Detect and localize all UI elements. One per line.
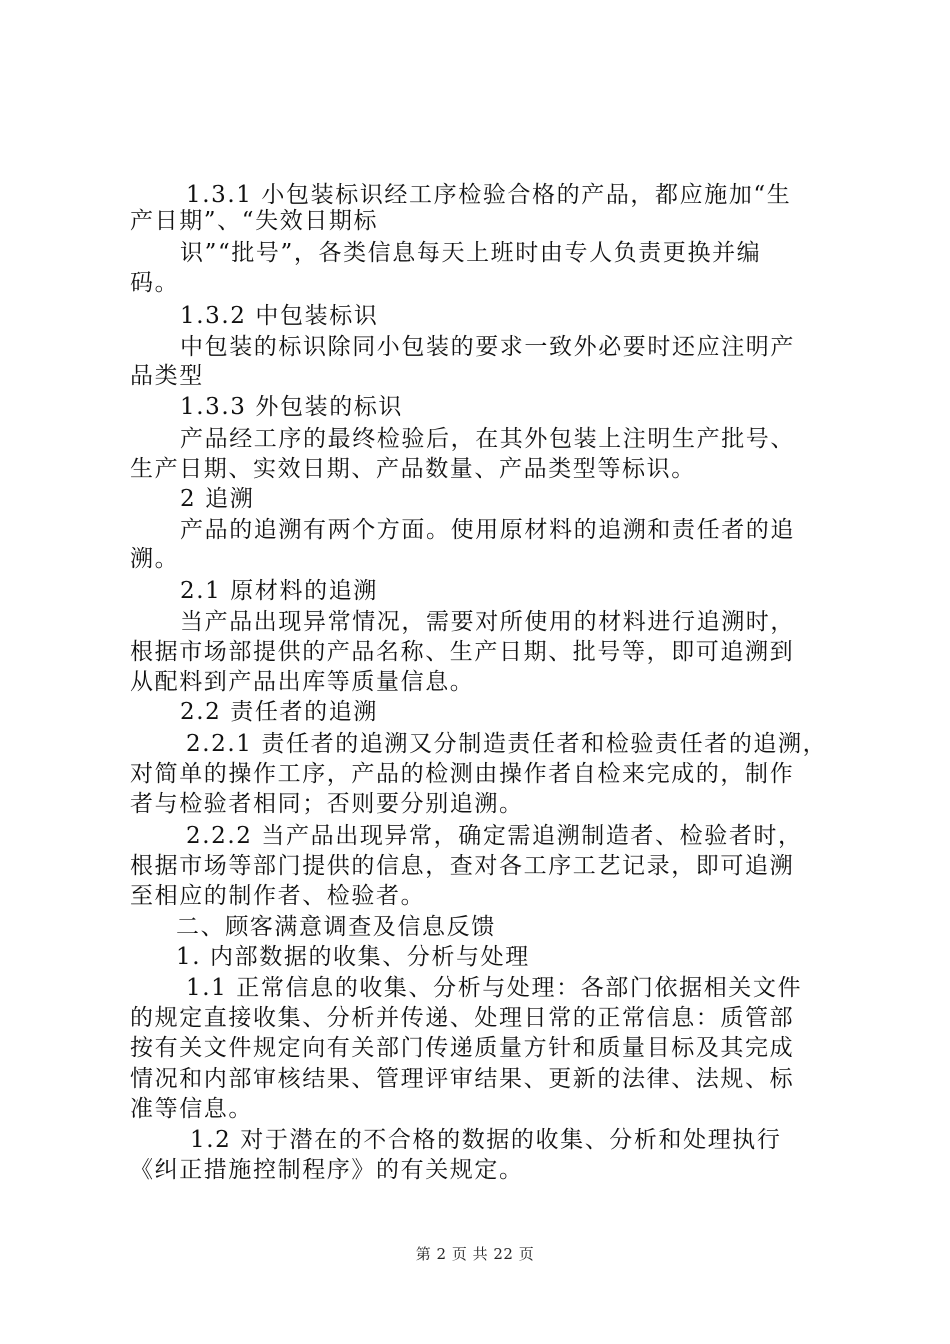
- text-line: 对简单的操作工序，产品的检测由操作者自检来完成的，制作: [130, 761, 795, 787]
- text-line: 中包装的标识除同小包装的要求一致外必要时还应注明产: [180, 334, 795, 360]
- text-line: 按有关文件规定向有关部门传递质量方针和质量目标及其完成: [130, 1035, 795, 1061]
- text-line: 至相应的制作者、检验者。: [130, 883, 426, 909]
- text-line: 当产品出现异常情况，需要对所使用的材料进行追溯时，: [180, 609, 795, 635]
- text-line: 2.1 原材料的追溯: [180, 578, 378, 604]
- text-line: 根据市场部提供的产品名称、生产日期、批号等，即可追溯到: [130, 639, 795, 665]
- text-line: 生产日期、实效日期、产品数量、产品类型等标识。: [130, 456, 696, 482]
- text-line: 2.2 责任者的追溯: [180, 699, 378, 725]
- section-heading: 1. 内部数据的收集、分析与处理: [176, 944, 530, 970]
- text-line: 从配料到产品出库等质量信息。: [130, 669, 475, 695]
- text-line: 者与检验者相同；否则要分别追溯。: [130, 791, 524, 817]
- text-line: 情况和内部审核结果、管理评审结果、更新的法律、法规、标: [130, 1066, 795, 1092]
- page-number-footer: 第 2 页 共 22 页: [415, 1245, 535, 1263]
- text-line: 1.3.2 中包装标识: [180, 303, 379, 329]
- text-line: 2.2.1 责任者的追溯又分制造责任者和检验责任者的追溯，: [186, 731, 828, 757]
- text-line: 品类型: [130, 363, 204, 389]
- section-heading: 二、顾客满意调查及信息反馈: [176, 914, 496, 940]
- text-line: 1.1 正常信息的收集、分析与处理：各部门依据相关文件: [186, 975, 803, 1001]
- text-line: 产品的追溯有两个方面。使用原材料的追溯和责任者的追: [180, 517, 795, 543]
- text-line: 产品经工序的最终检验后，在其外包装上注明生产批号、: [180, 426, 795, 452]
- text-line: 2.2.2 当产品出现异常，确定需追溯制造者、检验者时，: [186, 823, 803, 849]
- text-line: 溯。: [130, 546, 180, 572]
- text-line: 准等信息。: [130, 1096, 253, 1122]
- text-line: 1.2 对于潜在的不合格的数据的收集、分析和处理执行: [190, 1127, 782, 1153]
- text-line: 根据市场等部门提供的信息，查对各工序工艺记录，即可追溯: [130, 853, 795, 879]
- text-line: 的规定直接收集、分析并传递、处理日常的正常信息：质管部: [130, 1005, 795, 1031]
- text-line: 1.3.3 外包装的标识: [180, 394, 404, 420]
- text-line: 《纠正措施控制程序》的有关规定。: [130, 1157, 524, 1183]
- text-line: 2 追溯: [180, 486, 255, 512]
- text-line: 产日期”、“失效日期标: [130, 208, 379, 234]
- text-line: 码。: [130, 270, 180, 296]
- text-line: 1.3.1 小包装标识经工序检验合格的产品，都应施加“生: [186, 182, 792, 208]
- text-line: 识”“批号”，各类信息每天上班时由专人负责更换并编: [180, 240, 762, 266]
